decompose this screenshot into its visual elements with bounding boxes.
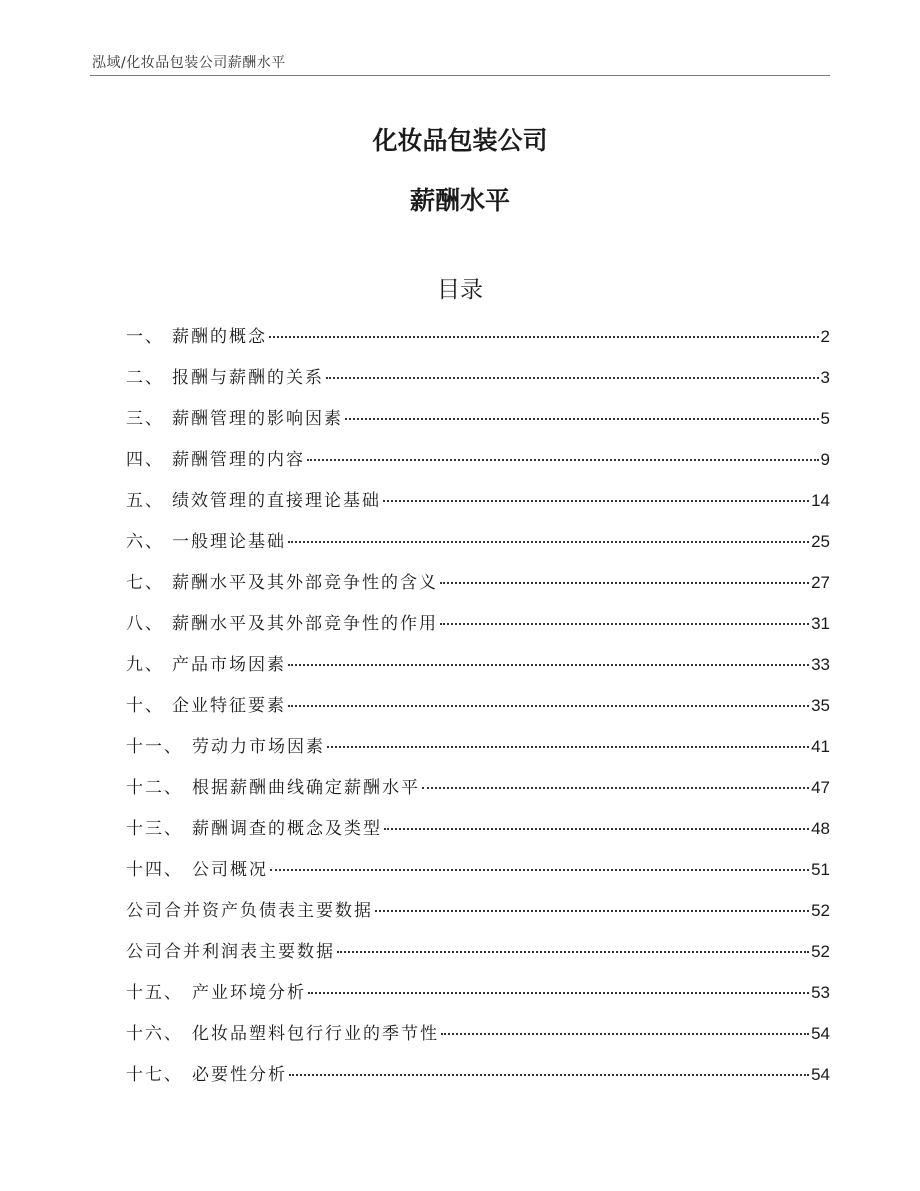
toc-entry-number: 五、 — [126, 491, 164, 511]
toc-entry-title: 薪酬水平及其外部竞争性的含义 — [172, 573, 438, 593]
toc-entry-title: 产品市场因素 — [172, 655, 286, 675]
toc-entry-page: 54 — [811, 1024, 830, 1043]
toc-entry-title: 薪酬调查的概念及类型 — [192, 819, 382, 839]
toc-entry-title: 薪酬管理的影响因素 — [172, 409, 343, 429]
toc-entry-page: 41 — [811, 737, 830, 756]
toc-entry[interactable] — [126, 859, 830, 900]
toc-entry-number: 九、 — [126, 655, 164, 675]
toc-dot-leader — [307, 459, 819, 461]
toc-entry-page: 5 — [820, 409, 830, 428]
document-title: 化妆品包装公司 — [372, 126, 548, 155]
toc-entry-page: 51 — [811, 860, 830, 879]
toc-dot-leader — [345, 418, 819, 420]
toc-entry[interactable] — [126, 408, 830, 449]
toc-entry-title: 公司合并资产负债表主要数据 — [126, 901, 373, 921]
toc-entry-number: 三、 — [126, 409, 164, 429]
toc-dot-leader — [288, 664, 809, 666]
toc-entry-title: 公司合并利润表主要数据 — [126, 942, 335, 962]
toc-entry-title: 绩效管理的直接理论基础 — [172, 491, 381, 511]
toc-entry-number: 二、 — [126, 368, 164, 388]
toc-heading: 目录 — [437, 277, 483, 303]
toc-entry-title: 化妆品塑料包行行业的季节性 — [192, 1024, 439, 1044]
toc-entry[interactable] — [126, 900, 830, 941]
toc-entry-title: 产业环境分析 — [192, 983, 306, 1003]
toc-entry-page: 52 — [811, 942, 830, 961]
toc-entry-title: 薪酬管理的内容 — [172, 450, 305, 470]
toc-entry-page: 48 — [811, 819, 830, 838]
toc-entry-number: 十三、 — [126, 819, 183, 839]
toc-entry-title: 报酬与薪酬的关系 — [172, 368, 324, 388]
toc-entry-title: 薪酬水平及其外部竞争性的作用 — [172, 614, 438, 634]
toc-entry-title: 一般理论基础 — [172, 532, 286, 552]
toc-entry[interactable] — [126, 613, 830, 654]
toc-entry[interactable] — [126, 736, 830, 777]
toc-entry-number: 十六、 — [126, 1024, 183, 1044]
toc-entry[interactable] — [126, 449, 830, 490]
toc-dot-leader — [337, 951, 809, 953]
toc-entry-number: 七、 — [126, 573, 164, 593]
toc-entry-title: 薪酬的概念 — [172, 327, 267, 347]
toc-entry-page: 54 — [811, 1065, 830, 1084]
toc-entry[interactable] — [126, 777, 830, 818]
toc-entry-number: 十一、 — [126, 737, 183, 757]
toc-entry-page: 31 — [811, 614, 830, 633]
toc-entry[interactable] — [126, 367, 830, 408]
toc-entry-number: 十四、 — [126, 860, 183, 880]
toc-entry-number: 十五、 — [126, 983, 183, 1003]
toc-dot-leader — [440, 623, 809, 625]
toc-dot-leader — [289, 1074, 809, 1076]
toc-dot-leader — [383, 500, 809, 502]
toc-entry[interactable] — [126, 695, 830, 736]
toc-entry-number: 八、 — [126, 614, 164, 634]
toc-entry[interactable] — [126, 654, 830, 695]
toc-entry-number: 十七、 — [126, 1065, 183, 1085]
toc-entry-page: 52 — [811, 901, 830, 920]
toc-dot-leader — [269, 336, 819, 338]
toc-entry-page: 3 — [820, 368, 830, 387]
toc-entry[interactable] — [126, 1023, 830, 1064]
toc-dot-leader — [270, 869, 809, 871]
toc-entry-title: 必要性分析 — [192, 1065, 287, 1085]
document-subtitle: 薪酬水平 — [409, 186, 510, 215]
toc-entry-page: 9 — [820, 450, 830, 469]
toc-entry-page: 14 — [811, 491, 830, 510]
toc-dot-leader — [441, 1033, 809, 1035]
toc-entry-page: 2 — [820, 327, 830, 346]
toc-entry-number: 四、 — [126, 450, 164, 470]
toc-entry[interactable] — [126, 1064, 830, 1105]
toc-dot-leader — [288, 705, 809, 707]
toc-entry-number: 六、 — [126, 532, 164, 552]
table-of-contents — [126, 326, 830, 1105]
toc-dot-leader — [326, 377, 819, 379]
toc-dot-leader — [288, 541, 809, 543]
header-divider — [90, 75, 830, 76]
toc-entry[interactable] — [126, 531, 830, 572]
toc-entry[interactable] — [126, 818, 830, 859]
running-header: 泓域/化妆品包装公司薪酬水平 — [92, 55, 286, 71]
toc-entry-number: 十、 — [126, 696, 164, 716]
toc-entry-title: 劳动力市场因素 — [192, 737, 325, 757]
toc-entry-title: 企业特征要素 — [172, 696, 286, 716]
toc-entry[interactable] — [126, 941, 830, 982]
toc-entry-page: 25 — [811, 532, 830, 551]
toc-entry-page: 53 — [811, 983, 830, 1002]
toc-entry[interactable] — [126, 490, 830, 531]
toc-dot-leader — [327, 746, 809, 748]
toc-entry-title: 根据薪酬曲线确定薪酬水平 — [192, 778, 420, 798]
toc-entry-page: 47 — [811, 778, 830, 797]
toc-entry-number: 一、 — [126, 327, 164, 347]
toc-dot-leader — [375, 910, 809, 912]
toc-dot-leader — [440, 582, 809, 584]
toc-entry-page: 33 — [811, 655, 830, 674]
toc-entry-page: 35 — [811, 696, 830, 715]
toc-entry[interactable] — [126, 572, 830, 613]
toc-dot-leader — [384, 828, 809, 830]
toc-entry[interactable] — [126, 982, 830, 1023]
toc-entry[interactable] — [126, 326, 830, 367]
toc-dot-leader — [422, 787, 809, 789]
toc-entry-title: 公司概况 — [192, 860, 268, 880]
toc-dot-leader — [308, 992, 809, 994]
toc-entry-number: 十二、 — [126, 778, 183, 798]
toc-entry-page: 27 — [811, 573, 830, 592]
